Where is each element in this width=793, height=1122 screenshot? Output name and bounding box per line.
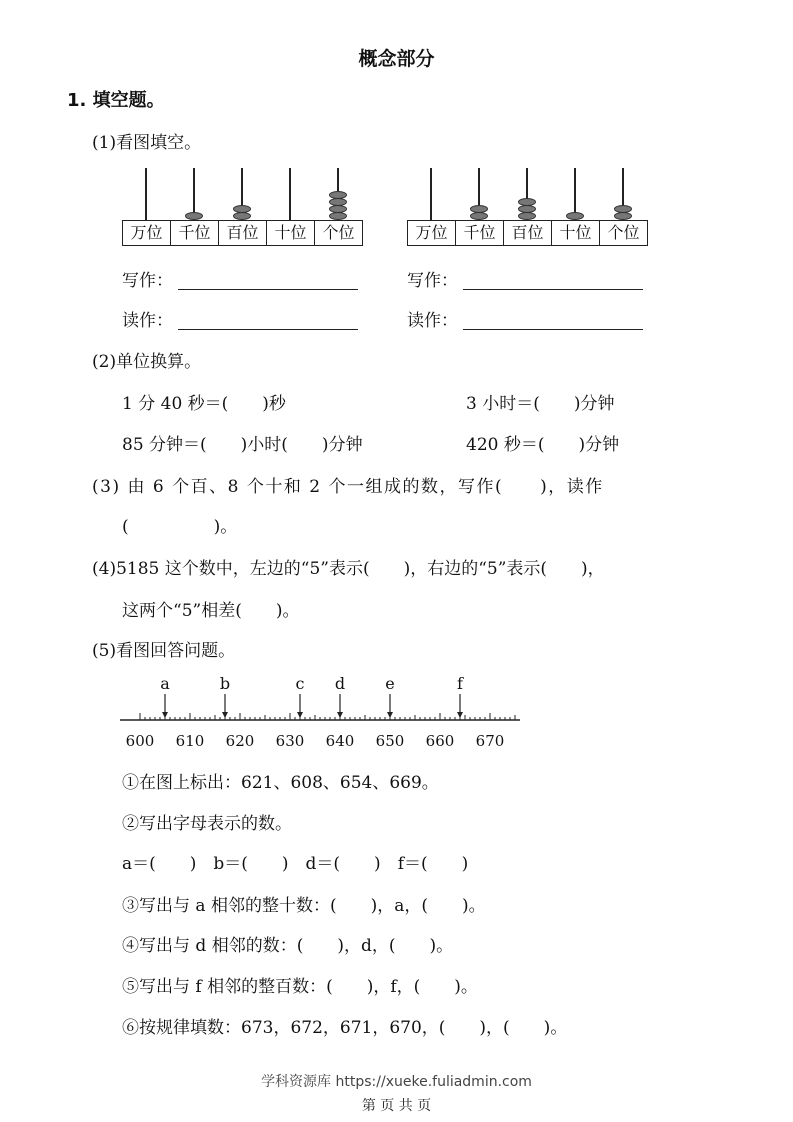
number-line-label: 620 [225,732,255,750]
place-hundreds: 百位 [503,221,551,245]
q3-line2: ( )。 [122,517,238,537]
marker-letter-a: a [160,674,170,693]
marker-letter-e: e [385,674,395,693]
number-line-label: 670 [475,732,505,750]
q1-label: (1)看图填空。 [92,133,202,153]
abacus-bead [233,205,251,213]
abacus-rod [145,168,146,220]
q2-row2-left: 85 分钟＝( )小时( )分钟 [122,435,363,455]
q4-line2: 这两个“5”相差( )。 [122,601,300,621]
place-value-row [122,220,363,246]
read-label-left: 读作： [122,311,173,331]
write-answer-line-right[interactable] [463,289,643,290]
marker-arrowhead-d [337,712,343,718]
number-line-label: 610 [175,732,205,750]
page-title: 概念部分 [358,48,435,70]
q2-row1-right: 3 小时＝( )分钟 [466,394,615,414]
q5-label: (5)看图回答问题。 [92,641,236,661]
write-answer-line-left[interactable] [178,289,358,290]
place-thousands: 千位 [170,221,218,245]
q5-sub6: ⑥按规律填数：673，672，671，670，( )，( )。 [122,1018,568,1038]
q5-sub5: ⑤写出与 f 相邻的整百数：( )，f，( )。 [122,977,478,997]
abacus-bead [470,205,488,213]
write-label-left: 写作： [122,271,173,291]
number-line [110,672,530,754]
abacus-left [122,168,362,248]
q4-line1: (4)5185 这个数中，左边的“5”表示( )，右边的“5”表示( )， [92,559,605,579]
write-label-right: 写作： [407,271,458,291]
number-line-label: 640 [325,732,355,750]
marker-arrowhead-a [162,712,168,718]
q5-sub2-answers: a＝( ) b＝( ) d＝( ) f＝( ) [122,854,469,874]
place-value-row [407,220,648,246]
q2-label: (2)单位换算。 [92,352,202,372]
number-line-label: 650 [375,732,405,750]
number-line-label: 630 [275,732,305,750]
abacus-bead [329,212,347,220]
q2-row1-left: 1 分 40 秒＝( )秒 [122,394,286,414]
marker-letter-b: b [219,674,231,693]
q3-line1: (3) 由 6 个百、8 个十和 2 个一组成的数，写作( )，读作 [92,477,604,497]
number-line-label: 660 [425,732,455,750]
marker-letter-f: f [457,674,463,693]
place-hundreds: 百位 [218,221,266,245]
abacus-bead [329,191,347,199]
marker-arrowhead-c [297,712,303,718]
section-heading: 1. 填空题。 [67,90,165,111]
place-ones: 个位 [599,221,647,245]
place-ten-thousands: 万位 [130,223,163,242]
q5-sub1: ①在图上标出：621、608、654、669。 [122,773,439,793]
q2-row2-right: 420 秒＝( )分钟 [466,435,620,455]
abacus-bead [614,212,632,220]
number-line-label: 600 [125,732,155,750]
abacus-bead [329,198,347,206]
footer-source: 学科资源库 https://xueke.fuliadmin.com [261,1074,532,1090]
footer-page: 第 页 共 页 [361,1098,432,1114]
abacus-bead [329,205,347,213]
marker-arrowhead-e [387,712,393,718]
abacus-bead [470,212,488,220]
marker-arrowhead-b [222,712,228,718]
abacus-bead [233,212,251,220]
abacus-bead [185,212,203,220]
read-answer-line-left[interactable] [178,329,358,330]
place-thousands: 千位 [455,221,503,245]
abacus-rod [289,168,290,220]
marker-letter-d: d [334,674,346,693]
abacus-bead [518,198,536,206]
place-tens: 十位 [266,221,314,245]
abacus-bead [614,205,632,213]
q5-sub2: ②写出字母表示的数。 [122,814,292,834]
abacus-right [407,168,647,248]
place-tens: 十位 [551,221,599,245]
read-answer-line-right[interactable] [463,329,643,330]
abacus-bead [566,212,584,220]
marker-arrowhead-f [457,712,463,718]
place-ones: 个位 [314,221,362,245]
q5-sub3: ③写出与 a 相邻的整十数：( )，a，( )。 [122,896,486,916]
place-ten-thousands: 万位 [415,223,448,242]
read-label-right: 读作： [407,311,458,331]
marker-letter-c: c [295,674,305,693]
abacus-bead [518,205,536,213]
abacus-rod [430,168,431,220]
abacus-bead [518,212,536,220]
q5-sub4: ④写出与 d 相邻的数：( )，d，( )。 [122,936,454,956]
